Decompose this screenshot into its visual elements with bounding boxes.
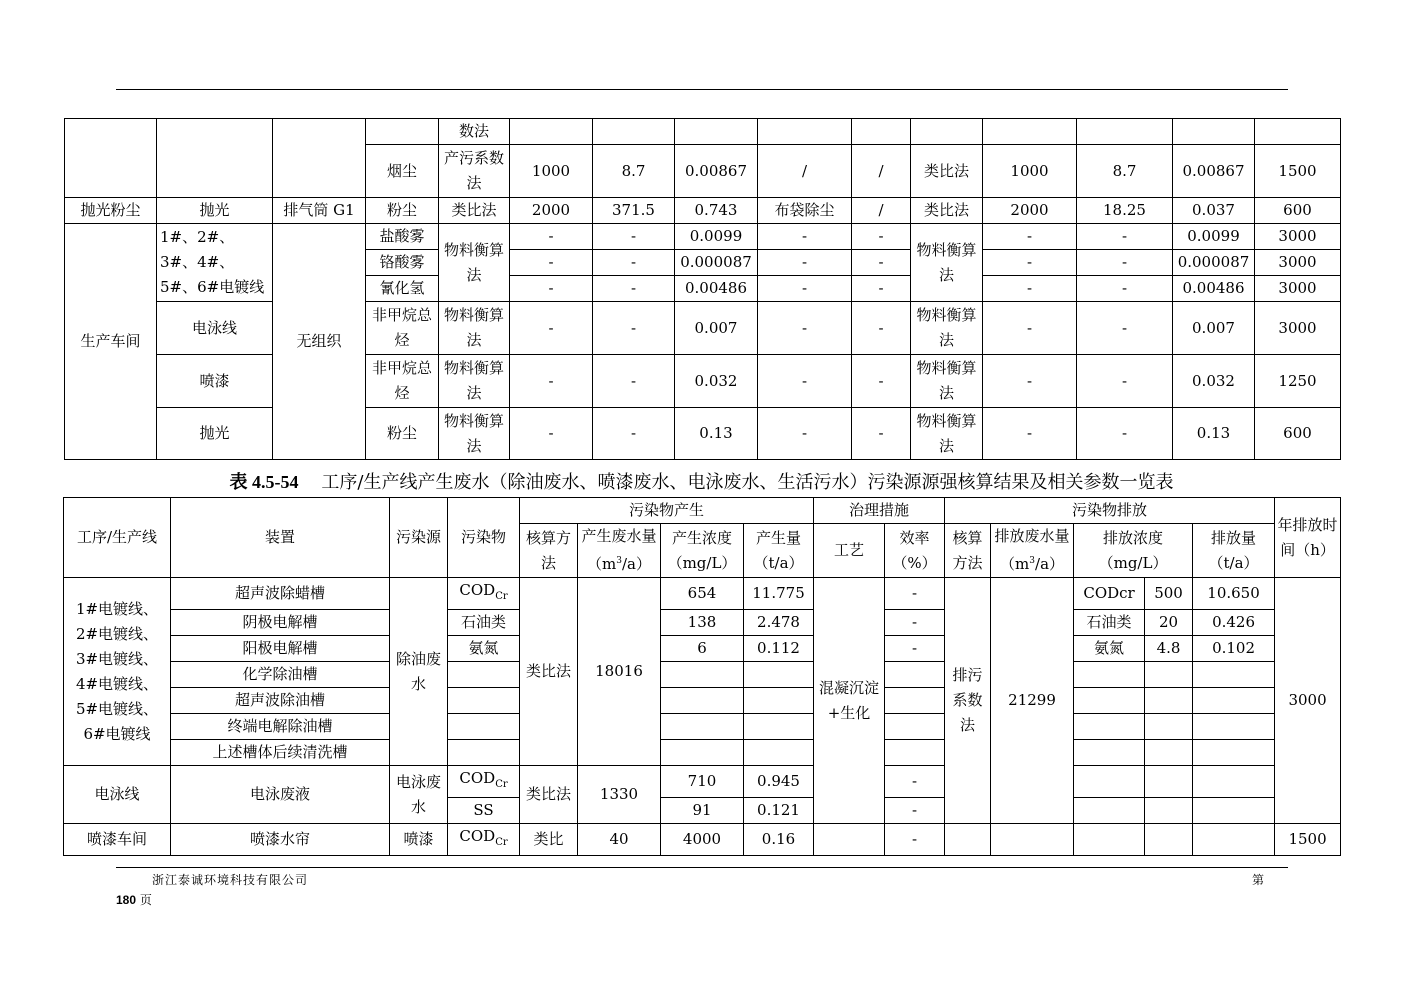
wastewater2-cell: 2000 <box>983 198 1077 224</box>
concentration2-cell: 4.8 <box>1145 636 1193 662</box>
hours-cell: 1500 <box>1255 145 1341 198</box>
amount2-cell: 0.0099 <box>1173 224 1255 250</box>
amount-cell: 0.000087 <box>675 250 758 276</box>
wastewater2-cell: - <box>983 408 1077 460</box>
table-row <box>64 824 1341 856</box>
cell <box>65 119 157 198</box>
cell <box>1145 688 1193 714</box>
device-cell: 阴极电解槽 <box>171 610 390 636</box>
hours-cell: 600 <box>1255 198 1341 224</box>
pollutant-header: 污染物 <box>448 498 520 578</box>
device-cell: 化学除油槽 <box>171 662 390 688</box>
pollutant-cell: 粉尘 <box>366 198 439 224</box>
efficiency-cell: - <box>852 224 911 250</box>
wastewater-cell: - <box>510 224 593 250</box>
cell <box>273 119 366 198</box>
wastewater2-header-text: 排放废水量（m <box>994 527 1070 573</box>
cell <box>1145 662 1193 688</box>
source-cell: 喷漆 <box>390 824 448 856</box>
wastewater-cell: 40 <box>578 824 661 856</box>
concentration-cell: 91 <box>661 798 744 824</box>
wastewater2-cell: 21299 <box>991 578 1074 824</box>
process-cell: 电泳线 <box>64 766 171 824</box>
amount2-cell: 0.007 <box>1173 302 1255 355</box>
amount-cell: 0.16 <box>744 824 814 856</box>
superscript: 3 <box>1029 556 1036 566</box>
cell <box>1193 740 1275 766</box>
amount-cell: 0.032 <box>675 355 758 408</box>
amount-cell: 0.945 <box>744 766 814 798</box>
wastewater-cell: - <box>510 355 593 408</box>
method-cell: 物料衡算法 <box>439 355 510 408</box>
cell <box>885 740 945 766</box>
pollutant-cell: 氰化氢 <box>366 276 439 302</box>
cell <box>744 662 814 688</box>
tech-cell: - <box>758 276 852 302</box>
cell <box>1074 798 1145 824</box>
efficiency-cell: - <box>852 355 911 408</box>
pollutant-cell: 烟尘 <box>366 145 439 198</box>
page-suffix: 页 <box>139 893 152 907</box>
concentration2-cell: - <box>1077 250 1173 276</box>
cell <box>744 688 814 714</box>
method-cell: 物料衡算法 <box>439 408 510 460</box>
amount2-header: 排放量（t/a） <box>1193 524 1275 578</box>
cell <box>448 714 520 740</box>
table-row <box>64 662 1341 688</box>
table-row <box>64 636 1341 662</box>
tech-cell: - <box>758 250 852 276</box>
cell <box>1074 824 1145 856</box>
concentration2-cell: - <box>1077 408 1173 460</box>
efficiency-cell: - <box>885 636 945 662</box>
amount2-cell: 0.426 <box>1193 610 1275 636</box>
wastewater2-cell: - <box>983 276 1077 302</box>
table-row <box>65 198 1341 224</box>
method2-header: 核算方法 <box>945 524 991 578</box>
concentration-cell: - <box>593 408 675 460</box>
pollutant-cell: 氨氮 <box>448 636 520 662</box>
efficiency-cell: - <box>885 766 945 798</box>
process-header: 工序/生产线 <box>64 498 171 578</box>
pollutant2-cell: CODcr <box>1074 578 1145 610</box>
device-cell: 电泳废液 <box>171 766 390 824</box>
device-cell: 终端电解除油槽 <box>171 714 390 740</box>
method-cell: 类比法 <box>520 578 578 766</box>
amount2-cell: 0.032 <box>1173 355 1255 408</box>
pollutant-cell: 非甲烷总烃 <box>366 355 439 408</box>
device-cell: 阳极电解槽 <box>171 636 390 662</box>
header-rule <box>116 89 1288 90</box>
cell <box>157 119 273 198</box>
amount2-cell: 10.650 <box>1193 578 1275 610</box>
subscript: Cr <box>495 779 508 790</box>
amount-cell: 0.13 <box>675 408 758 460</box>
efficiency-cell: - <box>852 276 911 302</box>
process-cell: 喷漆车间 <box>64 824 171 856</box>
method2-cell: 排污系数法 <box>945 578 991 824</box>
amount2-cell: 0.102 <box>1193 636 1275 662</box>
header-row <box>64 498 1341 524</box>
cell <box>758 119 852 145</box>
cell <box>661 714 744 740</box>
device-cell: 1#、2#、3#、4#、5#、6#电镀线 <box>157 224 273 302</box>
hours-cell: 1500 <box>1275 824 1341 856</box>
table-row <box>65 224 1341 250</box>
cell <box>593 119 675 145</box>
pollutant-text: COD <box>459 769 496 787</box>
table-row <box>65 355 1341 408</box>
method-cell: 物料衡算法 <box>439 224 510 302</box>
source-cell: 电泳废水 <box>390 766 448 824</box>
amount-cell: 0.00486 <box>675 276 758 302</box>
device-cell: 喷漆 <box>157 355 273 408</box>
cell <box>1145 766 1193 798</box>
method2-cell: 物料衡算法 <box>911 302 983 355</box>
hours-cell: 3000 <box>1255 250 1341 276</box>
subscript: Cr <box>495 837 508 848</box>
wastewater-cell: 2000 <box>510 198 593 224</box>
concentration2-cell: - <box>1077 276 1173 302</box>
cell <box>983 119 1077 145</box>
process-cell: 1#电镀线、2#电镀线、3#电镀线、4#电镀线、5#电镀线、6#电镀线 <box>64 578 171 766</box>
method-cell: 数法 <box>439 119 510 145</box>
superscript: 3 <box>616 556 622 566</box>
method2-cell: 物料衡算法 <box>911 408 983 460</box>
wastewater-cell: - <box>510 302 593 355</box>
table-row <box>64 688 1341 714</box>
wastewater-cell: - <box>510 276 593 302</box>
amount-header: 产生量（t/a） <box>744 524 814 578</box>
footer-di: 第 <box>1252 873 1265 887</box>
tech-cell: - <box>758 408 852 460</box>
process-cell: 抛光粉尘 <box>65 198 157 224</box>
concentration-cell: 138 <box>661 610 744 636</box>
method-cell: 类比法 <box>520 766 578 824</box>
hours-cell: 3000 <box>1255 302 1341 355</box>
cell <box>675 119 758 145</box>
cell <box>1193 714 1275 740</box>
wastewater-header-unit: /a） <box>621 555 651 573</box>
wastewater2-cell <box>991 824 1074 856</box>
wastewater-cell: - <box>510 250 593 276</box>
table-row <box>64 578 1341 610</box>
pollutant-cell: 石油类 <box>448 610 520 636</box>
amount2-cell: 0.00867 <box>1173 145 1255 198</box>
amount-cell: 2.478 <box>744 610 814 636</box>
cell <box>1074 740 1145 766</box>
cell <box>1074 766 1145 798</box>
pollutant-cell <box>448 578 520 610</box>
efficiency-cell: - <box>852 302 911 355</box>
table-row <box>65 119 1341 145</box>
wastewater2-header <box>991 524 1074 578</box>
amount-cell: 0.112 <box>744 636 814 662</box>
concentration-cell: - <box>593 302 675 355</box>
concentration-cell: 4000 <box>661 824 744 856</box>
cell <box>1193 688 1275 714</box>
pollutant-text: COD <box>459 827 496 845</box>
cell <box>885 688 945 714</box>
wastewater-cell: - <box>510 408 593 460</box>
cell <box>661 688 744 714</box>
wastewater2-cell: - <box>983 250 1077 276</box>
treatment-header: 治理措施 <box>814 498 945 524</box>
hours-cell: 600 <box>1255 408 1341 460</box>
discharge-header: 污染物排放 <box>945 498 1275 524</box>
efficiency-cell: / <box>852 198 911 224</box>
pollutant-cell: SS <box>448 798 520 824</box>
method-cell: 产污系数法 <box>439 145 510 198</box>
cell <box>1145 798 1193 824</box>
wastewater2-cell: - <box>983 224 1077 250</box>
cell <box>1145 714 1193 740</box>
cell <box>510 119 593 145</box>
concentration-cell: 371.5 <box>593 198 675 224</box>
concentration2-cell: - <box>1077 302 1173 355</box>
cell <box>1193 824 1275 856</box>
efficiency-header: 效率（%） <box>885 524 945 578</box>
cell <box>1074 688 1145 714</box>
hours-cell: 3000 <box>1275 578 1341 824</box>
concentration2-cell: - <box>1077 355 1173 408</box>
amount2-cell: 0.13 <box>1173 408 1255 460</box>
tech-header: 工艺 <box>814 524 885 578</box>
cell <box>744 740 814 766</box>
concentration2-cell: 20 <box>1145 610 1193 636</box>
cell <box>744 714 814 740</box>
device-cell: 抛光 <box>157 408 273 460</box>
cell <box>885 662 945 688</box>
hours-cell: 3000 <box>1255 276 1341 302</box>
pollutant-cell <box>448 824 520 856</box>
hours-cell: 1250 <box>1255 355 1341 408</box>
amount2-cell: 0.000087 <box>1173 250 1255 276</box>
concentration-cell: - <box>593 250 675 276</box>
source-header: 污染源 <box>390 498 448 578</box>
method-header: 核算方法 <box>520 524 578 578</box>
method2-cell: 物料衡算法 <box>911 355 983 408</box>
wastewater2-cell: - <box>983 302 1077 355</box>
concentration2-header: 排放浓度（mg/L） <box>1074 524 1193 578</box>
pollutant-cell <box>448 766 520 798</box>
cell <box>1193 766 1275 798</box>
device-cell: 超声波除油槽 <box>171 688 390 714</box>
process-cell: 生产车间 <box>65 224 157 460</box>
cell <box>852 119 911 145</box>
pollutant2-cell: 石油类 <box>1074 610 1145 636</box>
pollutant-cell: 粉尘 <box>366 408 439 460</box>
method2-cell <box>945 824 991 856</box>
table-row <box>65 302 1341 355</box>
efficiency-cell: - <box>885 610 945 636</box>
table-number: 表 4.5-54 <box>229 472 299 492</box>
table-row <box>65 408 1341 460</box>
concentration-cell: 710 <box>661 766 744 798</box>
wastewater2-cell: - <box>983 355 1077 408</box>
cell <box>1074 662 1145 688</box>
device-cell: 超声波除蜡槽 <box>171 578 390 610</box>
amount-cell: 0.00867 <box>675 145 758 198</box>
wastewater-cell: 18016 <box>578 578 661 766</box>
tech-cell <box>814 824 885 856</box>
subscript: Cr <box>495 591 508 602</box>
tech-cell: / <box>758 145 852 198</box>
table-caption <box>0 469 1403 496</box>
concentration-cell: - <box>593 224 675 250</box>
cell <box>1145 740 1193 766</box>
concentration2-cell: 18.25 <box>1077 198 1173 224</box>
concentration2-cell: 500 <box>1145 578 1193 610</box>
table-row <box>64 610 1341 636</box>
wastewater-header-text: 产生废水量（m <box>581 527 657 573</box>
amount-cell: 0.0099 <box>675 224 758 250</box>
method-cell: 物料衡算法 <box>439 302 510 355</box>
concentration-cell: - <box>593 276 675 302</box>
production-header: 污染物产生 <box>520 498 814 524</box>
wastewater-table <box>63 497 1341 856</box>
pollutant2-cell: 氨氮 <box>1074 636 1145 662</box>
cell <box>885 714 945 740</box>
source-cell: 无组织 <box>273 224 366 460</box>
device-cell: 上述槽体后续清洗槽 <box>171 740 390 766</box>
cell <box>911 119 983 145</box>
method-cell: 类比法 <box>439 198 510 224</box>
page-number: 180 <box>116 893 137 907</box>
hours-cell: 3000 <box>1255 224 1341 250</box>
cell <box>448 740 520 766</box>
cell <box>661 740 744 766</box>
cell <box>1255 119 1341 145</box>
footer-company: 浙江泰诚环境科技有限公司 <box>152 873 309 887</box>
pollutant-cell: 非甲烷总烃 <box>366 302 439 355</box>
efficiency-cell: / <box>852 145 911 198</box>
tech-cell: - <box>758 302 852 355</box>
cell <box>1145 824 1193 856</box>
source-cell: 排气筒 G1 <box>273 198 366 224</box>
cell <box>1074 714 1145 740</box>
wastewater-cell: 1000 <box>510 145 593 198</box>
concentration2-cell: 8.7 <box>1077 145 1173 198</box>
source-cell: 除油废水 <box>390 578 448 766</box>
method2-cell: 类比法 <box>911 145 983 198</box>
concentration-cell: 8.7 <box>593 145 675 198</box>
concentration-cell: 654 <box>661 578 744 610</box>
cell <box>1173 119 1255 145</box>
tech-cell: - <box>758 224 852 250</box>
efficiency-cell: - <box>885 824 945 856</box>
efficiency-cell: - <box>852 408 911 460</box>
footer-page <box>116 891 152 908</box>
cell <box>366 119 439 145</box>
concentration-cell: - <box>593 355 675 408</box>
air-pollution-table <box>64 118 1341 460</box>
table-row <box>64 740 1341 766</box>
wastewater2-cell: 1000 <box>983 145 1077 198</box>
concentration-header: 产生浓度（mg/L） <box>661 524 744 578</box>
amount2-cell: 0.037 <box>1173 198 1255 224</box>
tech-cell: - <box>758 355 852 408</box>
device-cell: 抛光 <box>157 198 273 224</box>
method-cell: 类比 <box>520 824 578 856</box>
cell <box>448 688 520 714</box>
pollutant-cell: 铬酸雾 <box>366 250 439 276</box>
wastewater2-header-unit: /a） <box>1035 555 1065 573</box>
wastewater-cell: 1330 <box>578 766 661 824</box>
concentration2-cell: - <box>1077 224 1173 250</box>
device-header: 装置 <box>171 498 390 578</box>
amount-cell: 0.007 <box>675 302 758 355</box>
device-cell: 电泳线 <box>157 302 273 355</box>
efficiency-cell: - <box>885 798 945 824</box>
tech-cell: 混凝沉淀+生化 <box>814 578 885 824</box>
amount-cell: 0.121 <box>744 798 814 824</box>
amount2-cell: 0.00486 <box>1173 276 1255 302</box>
concentration-cell: 6 <box>661 636 744 662</box>
pollutant-text: COD <box>459 581 496 599</box>
cell <box>448 662 520 688</box>
cell <box>1077 119 1173 145</box>
amount-cell: 11.775 <box>744 578 814 610</box>
method2-cell: 物料衡算法 <box>911 224 983 302</box>
cell <box>1193 662 1275 688</box>
table-row <box>64 766 1341 798</box>
tech-cell: 布袋除尘 <box>758 198 852 224</box>
table-title: 工序/生产线产生废水（除油废水、喷漆废水、电泳废水、生活污水）污染源源强核算结果及相关参数一览表 <box>321 472 1174 493</box>
cell <box>1193 798 1275 824</box>
table-row <box>64 714 1341 740</box>
efficiency-cell: - <box>852 250 911 276</box>
cell <box>661 662 744 688</box>
efficiency-cell: - <box>885 578 945 610</box>
device-cell: 喷漆水帘 <box>171 824 390 856</box>
amount-cell: 0.743 <box>675 198 758 224</box>
method2-cell: 类比法 <box>911 198 983 224</box>
hours-header: 年排放时间（h） <box>1275 498 1341 578</box>
wastewater-header <box>578 524 661 578</box>
footer-rule <box>116 867 1288 868</box>
pollutant-cell: 盐酸雾 <box>366 224 439 250</box>
